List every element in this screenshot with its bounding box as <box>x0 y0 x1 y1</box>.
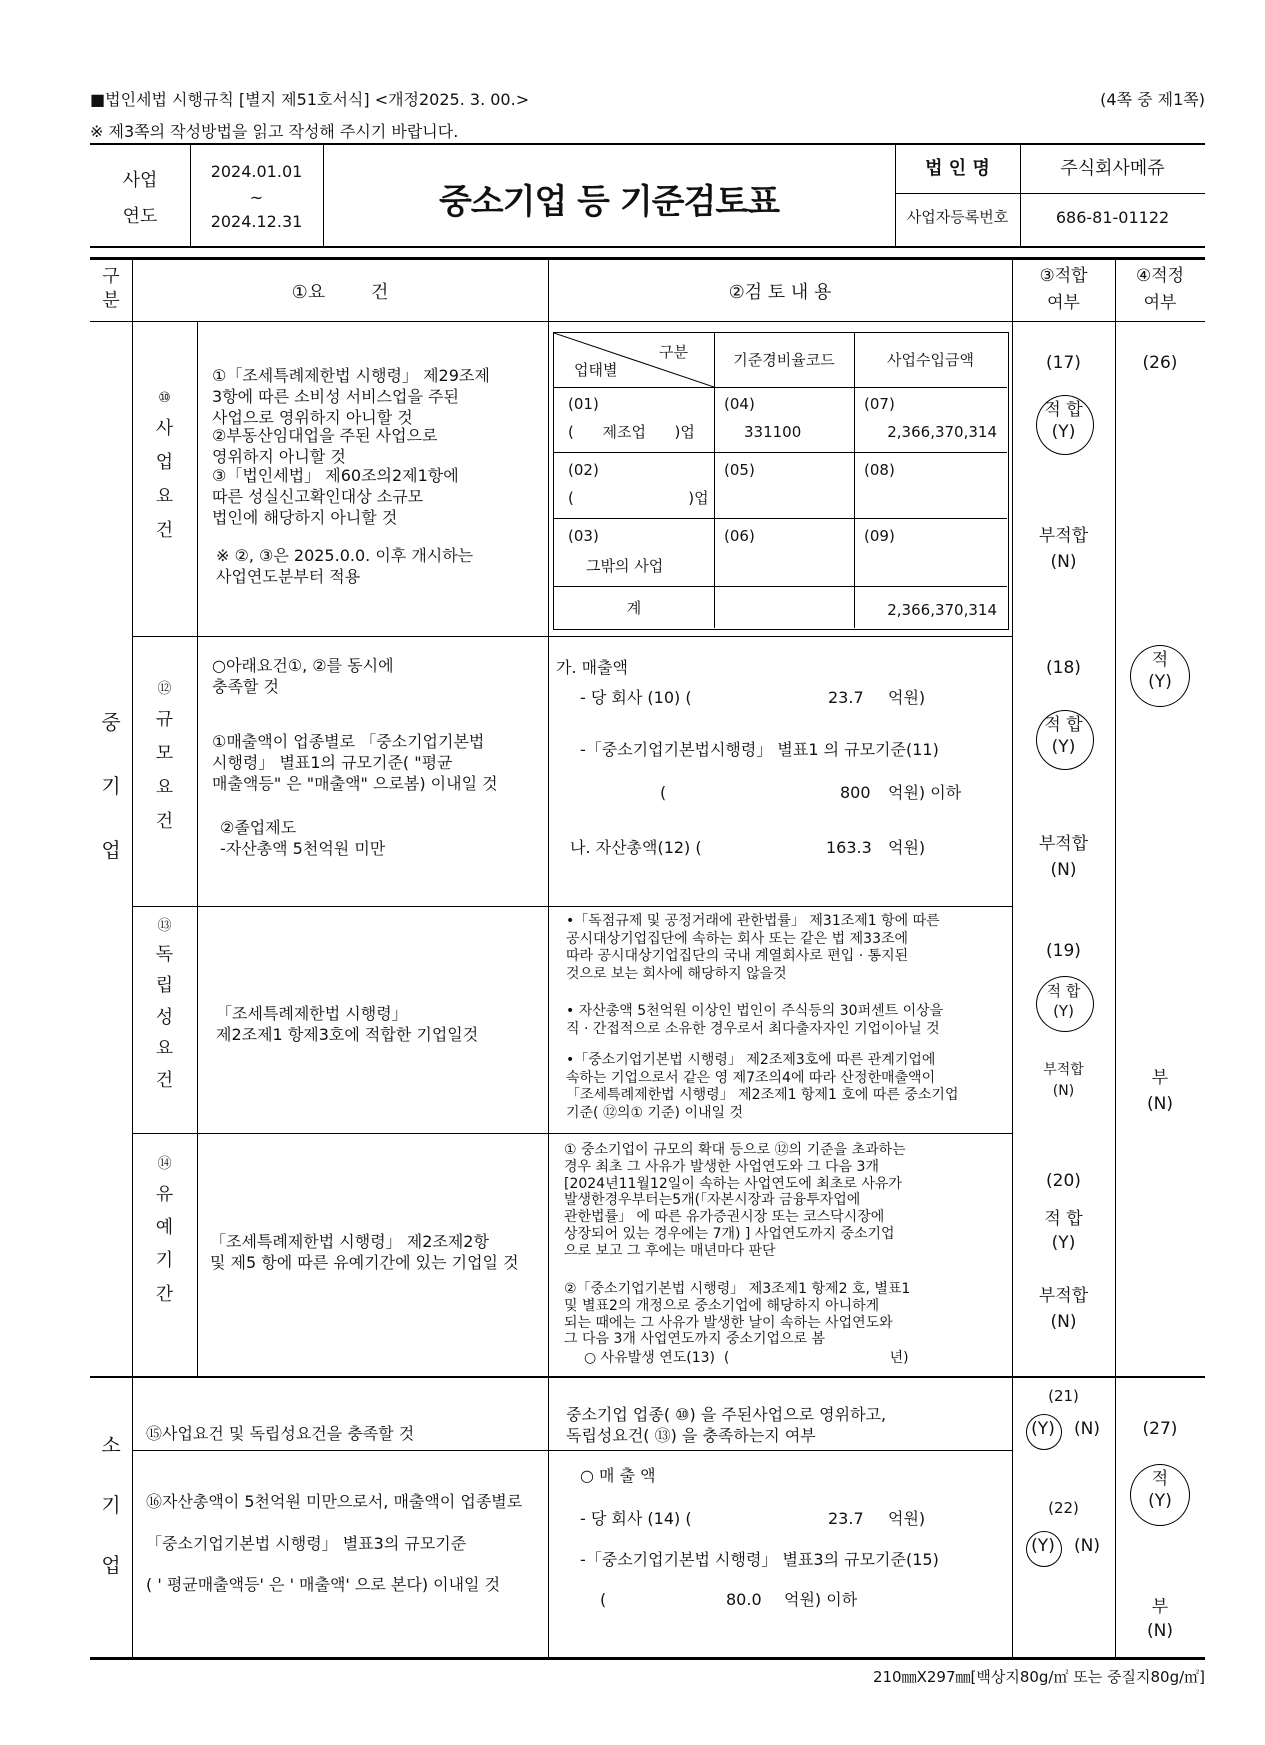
row106-req: ⑯자산총액이 5천억원 미만으로서, 매출액이 업종별로 「중소기업기본법 시행령」 별표3의 규모기준 ( ' 평균매출액등' 은 ' 매출액' 으로 본다) 이내일 것 <box>146 1492 523 1595</box>
row102-company-unit: 억원) <box>888 688 926 707</box>
row102-num: ⑫ <box>157 681 172 697</box>
cell-09: (09) <box>864 527 895 545</box>
cell-02: (02) <box>568 461 599 479</box>
row106-company-label: - 당 회사 (14) ( <box>580 1509 692 1528</box>
row105-fit-num: (21) <box>1048 1387 1079 1405</box>
row102-req-intro: ○아래요건①, ②를 동시에 충족할 것 <box>212 656 394 696</box>
row102-req-2: ②졸업제도 -자산총액 5천억원 미만 <box>220 818 386 858</box>
row106-rev-a: ○ 매 출 액 <box>580 1466 656 1485</box>
row102-std-value: 800 <box>840 783 871 802</box>
row103-rev-2: • 자산총액 5천억원 이상인 법인이 주식등의 30퍼센트 이상을 직 · 간접적으로 소유한 경우로서 최다출자자인 기업이아닐 것 <box>566 1003 944 1037</box>
row101-fit-yes: 적 합 (Y) <box>1044 400 1083 443</box>
cell-07: (07) <box>864 395 895 413</box>
row106-company-sales: 23.7 <box>828 1509 864 1528</box>
row103-rev-1: •「독점규제 및 공정거래에 관한법률」 제31조제1 항에 따른 공시대상기업집단에 속하는 회사 또는 같은 법 제33조에 따라 공시대상기업집단의 국내 계열회사로 편입 · 통지된 것으로 보는 회사에 해당하지 않을것 <box>566 913 940 982</box>
cell-01: (01) <box>568 395 599 413</box>
row101-req-note: ※ ②, ③은 2025.0.0. 이후 개시하는 사업연도분부터 적용 <box>216 546 474 586</box>
corp-name-label: 법 인 명 <box>925 158 990 179</box>
row106-std-unit: 억원) 이하 <box>784 1590 858 1609</box>
cell-04: (04) <box>724 395 755 413</box>
row106-company-unit: 억원) <box>888 1509 926 1528</box>
row106-valid-yes: 적 (Y) <box>1148 1469 1172 1512</box>
period-label-2: 연도 <box>122 206 158 227</box>
row104-req: 「조세특례제한법 시행령」 제2조제2항 및 제5 항에 따른 유예기간에 있는 기업일 것 <box>210 1232 519 1272</box>
row104-num: ⑭ <box>157 1156 172 1172</box>
row101-req-1: ①「조세특례제한법 시행령」 제29조제 3항에 따른 소비성 서비스업을 주된 사업으로 영위하지 아니할 것 <box>212 366 490 427</box>
row101-valid-num: (26) <box>1142 353 1178 373</box>
row102-rev-a: 가. 매출액 <box>556 658 628 677</box>
row106-std-open: ( <box>600 1590 607 1609</box>
row103-rev-3: •「중소기업기본법 시행령」 제2조제3호에 따른 관계기업에 속하는 기업으로서 같은 영 제7조의4에 따라 산정한매출액이 「조세특례제한법 시행령」 제2조제1 항제1 호에 따른 중소기업 기준( ⑫의① 기준) 이내일 것 <box>566 1052 959 1121</box>
row102-asset-unit: 억원) <box>888 838 926 857</box>
row104-rev-1: ① 중소기업이 규모의 확대 등으로 ⑫의 기준을 초과하는 경우 최초 그 사유가 발생한 사업연도와 그 다음 3개 [2024년11월12일이 속하는 사업연도에 최초로 사유가 발생한경우부터는5개(「자본시장과 금융투자업에 관한법률」 에 따른 유가증권시장 또는 코스닥시장에 상장되어 있는 경우에는 7개) ] 사업연도까지 중소기업 으로 보고 그 후에는 매년마다 판단 <box>564 1142 906 1259</box>
row106-n: (N) <box>1074 1536 1100 1556</box>
row103-fit-num: (19) <box>1046 941 1081 961</box>
row103-fit-no: 부적합 (N) <box>1043 1062 1084 1099</box>
business-type-table <box>553 332 1009 630</box>
table-head-code: 기준경비율코드 <box>733 351 835 369</box>
row105-rev: 중소기업 업종( ⑩) 을 주된사업으로 영위하고, 독립성요건( ⑬) 을 충족하는지 여부 <box>566 1405 887 1445</box>
row101-req-3: ③「법인세법」 제60조의2제1항에 따른 성실신고확인대상 소규모 법인에 해당하지 아니할 것 <box>212 466 459 527</box>
paper-spec: 210㎜X297㎜[백상지80g/㎡ 또는 중질지80g/㎡] <box>872 1668 1205 1686</box>
row101-label: ⑩ 사 업 요 건 <box>132 385 197 548</box>
col-fit: ③적합 여부 <box>1039 266 1088 314</box>
corp-name: 주식회사메쥬 <box>1060 158 1165 179</box>
row104-label: ⑭ 유 예 기 간 <box>132 1152 197 1311</box>
cell-06: (06) <box>724 527 755 545</box>
row105-valid-num: (27) <box>1142 1419 1178 1439</box>
row103-num: ⑬ <box>157 918 172 934</box>
row106-y: (Y) <box>1031 1536 1055 1556</box>
row105-req: ⑮사업요건 및 독립성요건을 충족할 것 <box>146 1424 415 1443</box>
page-indicator: (4쪽 중 제1쪽) <box>1100 90 1205 109</box>
period-label <box>90 163 190 235</box>
row102-req-1: ①매출액이 업종별로 「중소기업기본법 시행령」 별표1의 규모기준( "평균 매출액등" 은 "매출액" 으로봄) 이내일 것 <box>212 732 498 793</box>
row103-valid: 부 (N) <box>1147 1068 1173 1114</box>
row102-fit-num: (18) <box>1046 658 1081 678</box>
cell-04-value: 331100 <box>744 423 802 441</box>
row101-fit-num: (17) <box>1046 353 1081 373</box>
side-sme: 중 기 업 <box>101 710 121 862</box>
period-end: 2024.12.31 <box>210 212 303 231</box>
row105-n: (N) <box>1074 1419 1100 1439</box>
bizno-label: 사업자등록번호 <box>906 208 1009 226</box>
row105-y: (Y) <box>1031 1419 1055 1439</box>
row104-fit-yes: 적 합 (Y) <box>1044 1209 1083 1253</box>
row101-req-2: ②부동산임대업을 주된 사업으로 영위하지 아니할 것 <box>212 426 438 466</box>
col-gubun: 구 분 <box>102 266 120 312</box>
total-label: 계 <box>626 599 642 617</box>
cell-03-name: 그밖의 사업 <box>586 557 664 575</box>
row106-std-label: -「중소기업기본법 시행령」 별표3의 규모기준(15) <box>580 1550 939 1569</box>
cell-08: (08) <box>864 461 895 479</box>
row106-fit-num: (22) <box>1048 1499 1079 1517</box>
cell-01-name: ( 제조업 )업 <box>568 423 695 441</box>
row102-company-sales: 23.7 <box>828 688 864 707</box>
col-requirement: ①요 건 <box>291 282 389 303</box>
table-head-biz: 업태별 <box>574 361 618 379</box>
table-head-gubun: 구분 <box>659 343 688 361</box>
row102-std-open: ( <box>660 783 667 802</box>
cell-07-value: 2,366,370,314 <box>887 423 997 441</box>
row102-std-label: -「중소기업기본법시행령」 별표1 의 규모기준(11) <box>580 740 939 759</box>
col-valid: ④적정 여부 <box>1135 266 1185 314</box>
row102-std-unit: 억원) 이하 <box>888 783 962 802</box>
row103-label: ⑬ 독 립 성 요 건 <box>132 914 197 1096</box>
period-tilde: ~ <box>249 188 264 207</box>
row101-num: ⑩ <box>158 390 171 406</box>
form-reference: ■법인세법 시행규칙 [별지 제51호서식] <개정2025. 3. 00.> <box>90 90 530 109</box>
side-small: 소 기 업 <box>101 1433 121 1577</box>
row101-fit-no: 부적합 (N) <box>1038 526 1089 572</box>
row102-fit-yes: 적 합 (Y) <box>1044 715 1083 758</box>
row106-std-value: 80.0 <box>726 1590 762 1609</box>
page-title: 중소기업 등 기준검토표 <box>438 182 780 222</box>
row102-fit-no: 부적합 (N) <box>1038 834 1089 880</box>
instruction-note: ※ 제3쪽의 작성방법을 읽고 작성해 주시기 바랍니다. <box>90 122 459 141</box>
col-review: ②검 토 내 용 <box>728 282 832 303</box>
period-label-1: 사업 <box>122 170 158 191</box>
row102-asset-label: 나. 자산총액(12) ( <box>570 838 702 857</box>
row102-valid: 적 (Y) <box>1148 650 1172 693</box>
table-head-amount: 사업수입금액 <box>887 351 974 369</box>
cell-02-name: ( )업 <box>568 489 709 507</box>
row104-rev-3: ○ 사유발생 연도(13) ( 년) <box>584 1350 909 1366</box>
period-start: 2024.01.01 <box>210 162 303 181</box>
row103-fit-yes: 적 합 (Y) <box>1046 982 1081 1020</box>
total-value: 2,366,370,314 <box>887 601 997 619</box>
row104-fit-num: (20) <box>1046 1171 1081 1191</box>
row106-valid-no: 부 (N) <box>1147 1597 1173 1641</box>
row103-req: 「조세특례제한법 시행령」 제2조제1 항제3호에 적합한 기업일것 <box>216 1004 479 1044</box>
cell-05: (05) <box>724 461 755 479</box>
row102-asset-value: 163.3 <box>826 838 872 857</box>
bizno: 686-81-01122 <box>1055 208 1170 227</box>
row102-company-label: - 당 회사 (10) ( <box>580 688 692 707</box>
row102-label: ⑫ 규 모 요 건 <box>132 676 197 839</box>
row104-fit-no: 부적합 (N) <box>1038 1286 1089 1332</box>
row104-rev-2: ②「중소기업기본법 시행령」 제3조제1 항제2 호, 별표1 및 별표2의 개정으로 중소기업에 해당하지 아니하게 되는 때에는 그 사유가 발생한 날이 속하는 사업연도와 그 다음 3개 사업연도까지 중소기업으로 봄 <box>564 1281 911 1348</box>
cell-03: (03) <box>568 527 599 545</box>
